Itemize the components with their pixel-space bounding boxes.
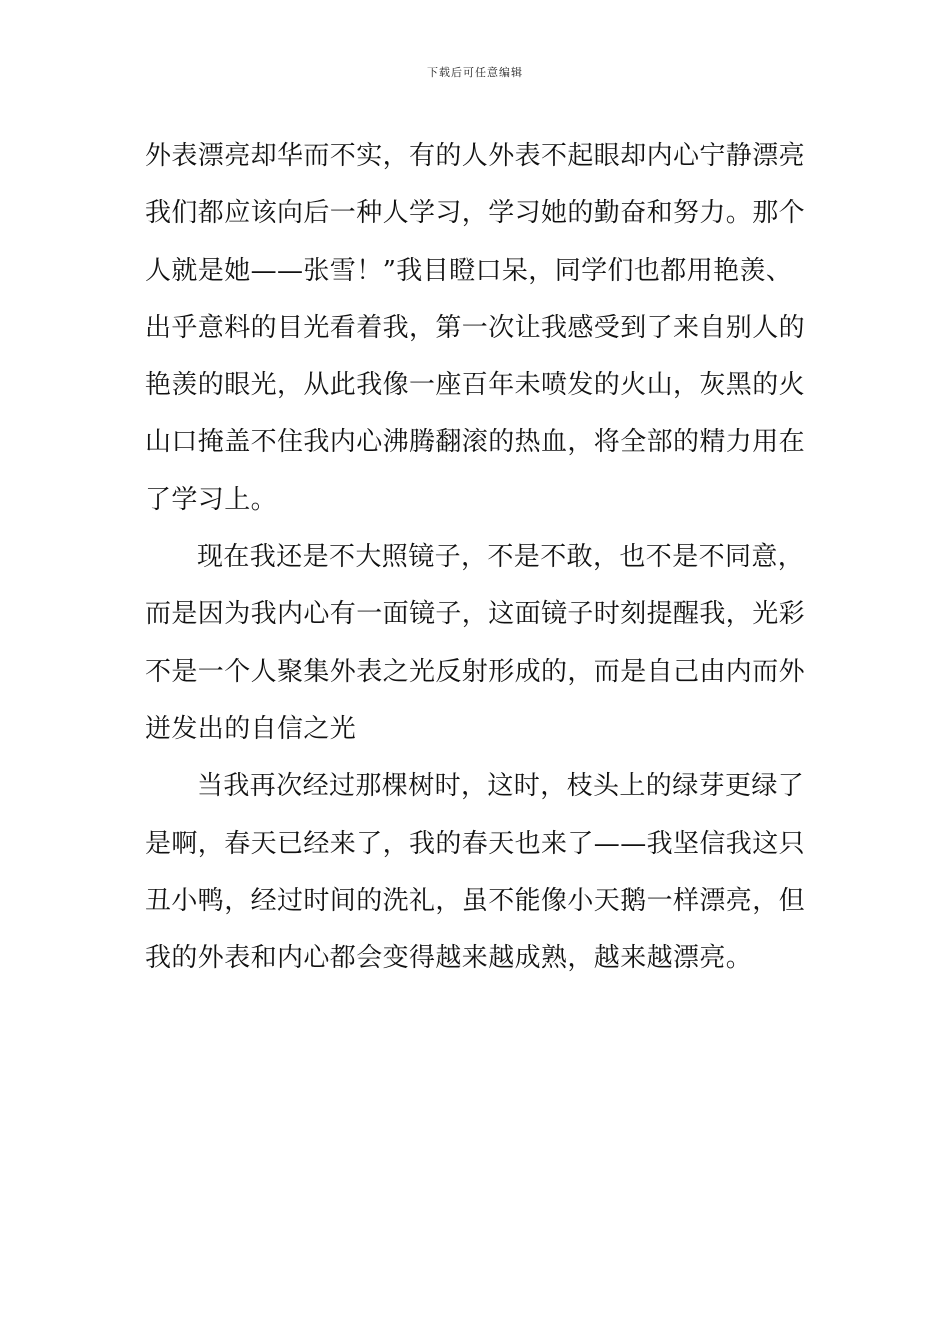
text-line: 我们都应该向后一种人学习，学习她的勤奋和努力。那个 (145, 198, 806, 229)
text-line: 不是一个人聚集外表之光反射形成的，而是自己由内而外 (145, 656, 806, 687)
text-line: 当我再次经过那棵树时，这时，枝头上的绿芽更绿了 (197, 771, 805, 802)
text-line: 是啊，春天已经来了，我的春天也来了——我坚信我这只 (145, 828, 806, 859)
text-line: 外表漂亮却华而不实，有的人外表不起眼却内心宁静漂亮 (145, 141, 806, 171)
text-line: 人就是她——张雪！”我目瞪口呆，同学们也都用艳羡、 (145, 255, 793, 286)
text-line: 出乎意料的目光看着我，第一次让我感受到了来自别人的 (145, 312, 806, 343)
document-body (145, 128, 825, 987)
text-line: 我的外表和内心都会变得越来越成熟，越来越漂亮。 (145, 943, 753, 974)
page-header: 下载后可任意编辑 (427, 66, 523, 79)
text-line: 而是因为我内心有一面镜子，这面镜子时刻提醒我，光彩 (145, 599, 806, 630)
text-line: 迸发出的自信之光 (145, 713, 357, 744)
text-line: 现在我还是不大照镜子，不是不敢，也不是不同意， (197, 542, 805, 573)
text-line: 山口掩盖不住我内心沸腾翻滚的热血，将全部的精力用在 (145, 427, 806, 458)
text-line: 丑小鸭，经过时间的洗礼，虽不能像小天鹅一样漂亮，但 (145, 885, 806, 916)
text-line: 艳羡的眼光，从此我像一座百年未喷发的火山，灰黑的火 (145, 370, 806, 401)
text-line: 了学习上。 (145, 484, 278, 515)
